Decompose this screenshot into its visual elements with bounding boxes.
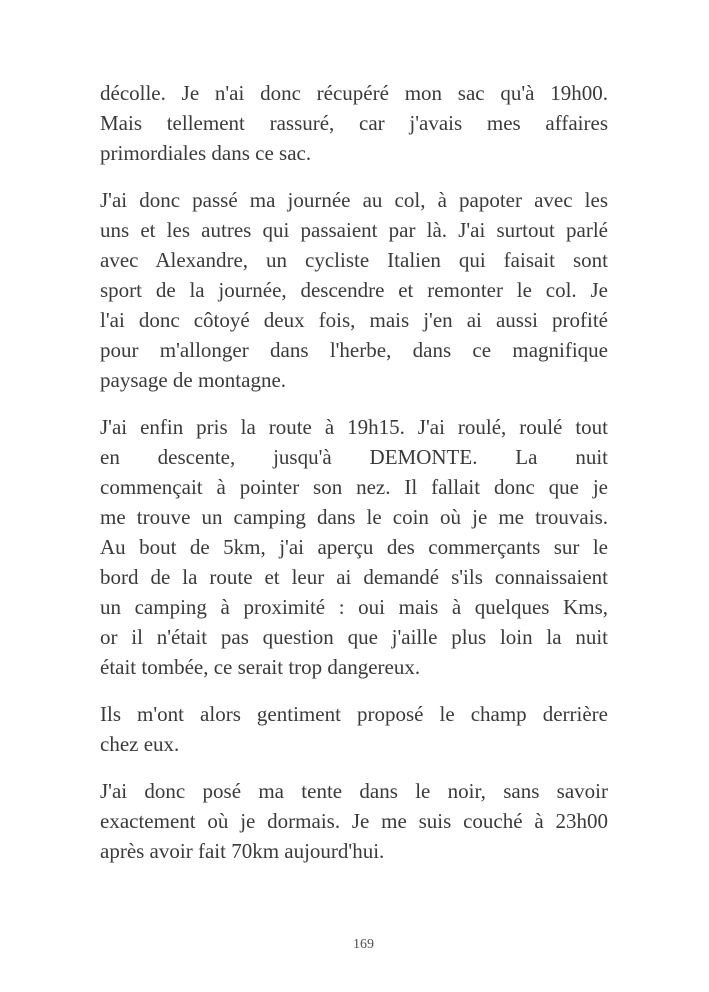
paragraph — [100, 699, 608, 759]
text-line: sport de la journée, descendre et remonter le col. Je — [100, 278, 608, 302]
text-line: avec Alexandre, un cycliste Italien qui faisait sont — [100, 248, 608, 272]
text-line: me trouve un camping dans le coin où je me trouvais. — [100, 505, 608, 529]
text-line: uns et les autres qui passaient par là. J'ai surtout parlé — [100, 218, 608, 242]
paragraph — [100, 185, 608, 395]
text-line: pour m'allonger dans l'herbe, dans ce magnifique — [100, 338, 608, 362]
text-line: exactement où je dormais. Je me suis couché à 23h00 — [100, 809, 608, 833]
page-number: 169 — [353, 937, 374, 952]
text-content — [100, 78, 608, 866]
text-line: J'ai donc posé ma tente dans le noir, sans savoir — [100, 779, 608, 803]
text-line: était tombée, ce serait trop dangereux. — [100, 655, 421, 679]
text-line: chez eux. — [100, 732, 180, 756]
paragraph — [100, 776, 608, 866]
text-line: Ils m'ont alors gentiment proposé le champ derrière — [100, 702, 608, 726]
text-line: bord de la route et leur ai demandé s'ils connaissaient — [100, 565, 608, 589]
text-line: or il n'était pas question que j'aille plus loin la nuit — [100, 625, 608, 649]
text-line: commençait à pointer son nez. Il fallait donc que je — [100, 475, 608, 499]
text-line: Au bout de 5km, j'ai aperçu des commerçants sur le — [100, 535, 608, 559]
paragraph — [100, 78, 608, 168]
text-line: en descente, jusqu'à DEMONTE. La nuit — [100, 445, 608, 469]
text-line: Mais tellement rassuré, car j'avais mes affaires — [100, 111, 608, 135]
paragraph — [100, 412, 608, 682]
text-line: primordiales dans ce sac. — [100, 141, 312, 165]
text-line: J'ai donc passé ma journée au col, à papoter avec les — [100, 188, 608, 212]
text-line: J'ai enfin pris la route à 19h15. J'ai roulé, roulé tout — [100, 415, 608, 439]
text-line: après avoir fait 70km aujourd'hui. — [100, 839, 385, 863]
text-line: un camping à proximité : oui mais à quelques Kms, — [100, 595, 608, 619]
text-line: paysage de montagne. — [100, 368, 287, 392]
text-line: décolle. Je n'ai donc récupéré mon sac qu'à 19h00. — [100, 81, 608, 105]
text-line: l'ai donc côtoyé deux fois, mais j'en ai aussi profité — [100, 308, 608, 332]
